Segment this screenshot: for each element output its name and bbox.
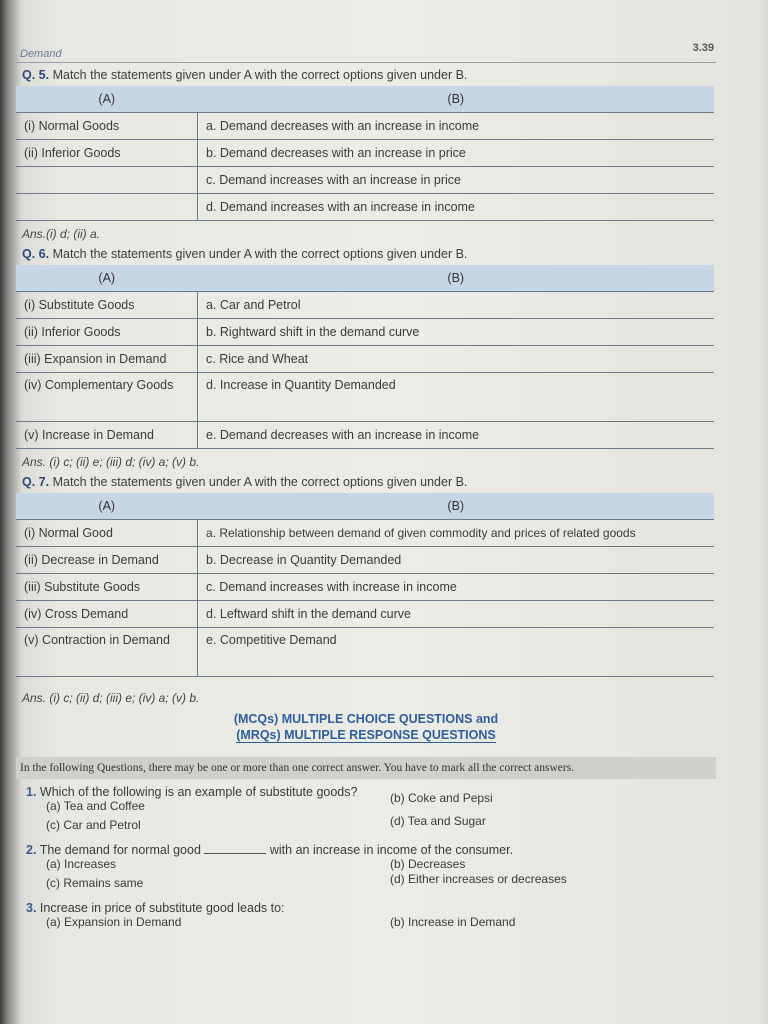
q5-answer: Ans.(i) d; (ii) a. (22, 227, 101, 241)
cell-b: a. Relationship between demand of given commodity and prices of related goods (198, 520, 715, 547)
cell-a: (i) Substitute Goods (16, 292, 198, 319)
option-b: (b) Increase in Demand (390, 915, 516, 929)
cell-a: (v) Increase in Demand (16, 422, 198, 449)
column-a-header: (A) (16, 86, 198, 113)
cell-b: c. Demand increases with an increase in price (198, 167, 715, 194)
cell-b: a. Car and Petrol (198, 292, 715, 319)
textbook-page (16, 40, 716, 934)
q5-title (22, 68, 716, 82)
table-row (16, 346, 714, 373)
table-row (16, 319, 714, 346)
mcq-heading-line1: (MCQs) MULTIPLE CHOICE QUESTIONS and (233, 712, 499, 726)
option-c: (c) Car and Petrol (46, 818, 141, 832)
cell-b: b. Decrease in Quantity Demanded (198, 547, 715, 574)
cell-a: (iv) Cross Demand (16, 601, 198, 628)
q7-table (16, 493, 714, 677)
column-b-header: (B) (198, 86, 715, 113)
cell-a: (v) Contraction in Demand (16, 628, 198, 677)
option-d: (d) Tea and Sugar (390, 814, 486, 828)
page-number: 3.39 (692, 42, 714, 54)
table-row (16, 574, 714, 601)
cell-a: (ii) Inferior Goods (16, 319, 198, 346)
table-row (16, 373, 714, 422)
q6-table (16, 265, 714, 449)
q6-number: Q. 6. (22, 247, 50, 261)
cell-a: (i) Normal Good (16, 520, 198, 547)
mcq-instruction: In the following Questions, there may be one or more than one correct answer. You have to mark all the correct answers. (16, 757, 716, 779)
cell-a: (i) Normal Goods (16, 113, 198, 140)
column-b-header: (B) (198, 265, 715, 292)
option-a: (a) Tea and Coffee (46, 799, 145, 813)
option-c: (c) Remains same (46, 876, 144, 890)
table-row (16, 140, 714, 167)
cell-b: c. Rice and Wheat (198, 346, 715, 373)
mcq-question-2 (16, 843, 716, 895)
cell-b: b. Demand decreases with an increase in price (198, 140, 715, 167)
table-row (16, 547, 714, 574)
mcq-question-1 (16, 785, 716, 837)
column-b-header: (B) (198, 493, 715, 520)
cell-a (16, 167, 198, 194)
cell-b: b. Rightward shift in the demand curve (198, 319, 715, 346)
table-header (16, 86, 714, 113)
mcq-question-3 (16, 901, 716, 934)
cell-b: e. Competitive Demand (198, 628, 715, 677)
cell-b: a. Demand decreases with an increase in income (198, 113, 715, 140)
option-b: (b) Decreases (390, 857, 466, 871)
q7-title (22, 475, 716, 489)
q6-text: Match the statements given under A with the correct options given under B. (52, 247, 468, 261)
cell-a: (iii) Substitute Goods (16, 574, 198, 601)
q7-number: Q. 7. (22, 475, 50, 489)
q5-number: Q. 5. (22, 68, 50, 82)
answer-blank (204, 853, 266, 854)
table-header (16, 265, 714, 292)
question-text: The demand for normal good (39, 843, 201, 857)
cell-b: c. Demand increases with increase in income (198, 574, 715, 601)
mcq-heading-line2: (MRQs) MULTIPLE RESPONSE QUESTIONS (236, 728, 496, 742)
table-row (16, 292, 714, 319)
section-title: Demand (20, 48, 62, 60)
table-row (16, 628, 714, 677)
q5-text: Match the statements given under A with the correct options given under B. (52, 68, 468, 82)
question-number: 1. (26, 785, 37, 799)
option-a: (a) Increases (46, 857, 117, 871)
cell-a: (ii) Inferior Goods (16, 140, 198, 167)
table-row (16, 601, 714, 628)
cell-a: (iii) Expansion in Demand (16, 346, 198, 373)
q7-text: Match the statements given under A with the correct options given under B. (52, 475, 468, 489)
table-row (16, 194, 714, 221)
cell-a: (ii) Decrease in Demand (16, 547, 198, 574)
question-text: Increase in price of substitute good leads to: (39, 901, 285, 915)
table-header (16, 493, 714, 520)
table-row (16, 422, 714, 449)
mcq-section-heading (16, 711, 716, 743)
cell-a: (iv) Complementary Goods (16, 373, 198, 422)
option-b: (b) Coke and Pepsi (390, 791, 493, 805)
question-number: 2. (26, 843, 37, 857)
cell-b: d. Leftward shift in the demand curve (198, 601, 715, 628)
cell-b: d. Increase in Quantity Demanded (198, 373, 715, 422)
cell-a (16, 194, 198, 221)
option-d: (d) Either increases or decreases (390, 872, 567, 886)
question-text: Which of the following is an example of substitute goods? (39, 785, 358, 799)
q5-table (16, 86, 714, 221)
q7-answer: Ans. (i) c; (ii) d; (iii) e; (iv) a; (v) b. (22, 691, 200, 705)
cell-b: d. Demand increases with an increase in income (198, 194, 715, 221)
q6-answer: Ans. (i) c; (ii) e; (iii) d; (iv) a; (v) b. (22, 455, 200, 469)
page-header (16, 40, 716, 63)
cell-b: e. Demand decreases with an increase in income (198, 422, 715, 449)
column-a-header: (A) (16, 265, 198, 292)
column-a-header: (A) (16, 493, 198, 520)
question-text-end: with an increase in income of the consumer. (269, 843, 514, 857)
q6-title (22, 247, 716, 261)
table-row (16, 113, 714, 140)
table-row (16, 520, 714, 547)
question-number: 3. (26, 901, 37, 915)
table-row (16, 167, 714, 194)
option-a: (a) Expansion in Demand (46, 915, 182, 929)
